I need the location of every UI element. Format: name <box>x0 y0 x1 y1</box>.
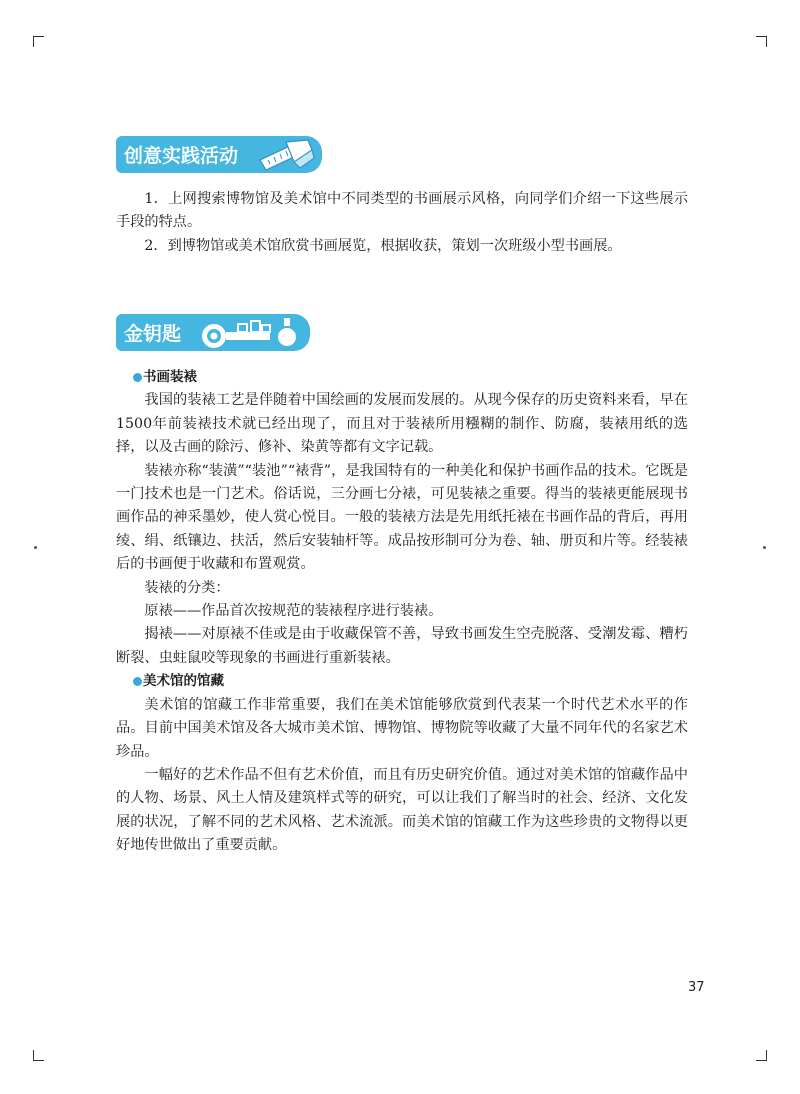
golden-key-banner <box>116 314 310 351</box>
bullet-dot-icon <box>133 373 142 382</box>
paragraph: 装裱的分类： <box>144 579 230 596</box>
section-heading <box>116 670 688 693</box>
registration-dot-right <box>763 546 766 549</box>
ruler-pencil-icon <box>256 138 318 177</box>
crop-mark-top-left <box>33 36 44 47</box>
registration-dot-left <box>34 546 37 549</box>
bullet-dot-icon <box>133 677 142 686</box>
crop-mark-bottom-left <box>33 1050 44 1061</box>
activity-item: 1．上网搜索博物馆及美术馆中不同类型的书画展示风格，向同学们介绍一下这些展示手段的特点。 <box>116 191 688 231</box>
section-heading-text: 书画装裱 <box>143 369 197 385</box>
section-collection <box>116 670 688 857</box>
activity-banner <box>116 136 322 173</box>
section-mounting <box>116 366 688 670</box>
golden-key-title: 金钥匙 <box>124 323 182 345</box>
paragraph: 揭裱——对原裱不佳或是由于收藏保管不善，导致书画发生空壳脱落、受潮发霉、糟朽断裂、虫蛀鼠咬等现象的书画进行重新装裱。 <box>116 626 688 666</box>
paragraph: 我国的装裱工艺是伴随着中国绘画的发展而发展的。从现今保存的历史资料来看，早在1500年前装裱技术就已经出现了，而且对于装裱所用糨糊的制作、防腐，装裱用纸的选择，以及古画的除污、修补、染黄等都有文字记载。 <box>116 392 688 456</box>
golden-key-content <box>116 366 688 858</box>
activity-list <box>116 188 688 258</box>
crop-mark-top-right <box>756 36 767 47</box>
activity-title: 创意实践活动 <box>124 145 239 167</box>
crop-mark-bottom-right <box>756 1050 767 1061</box>
paragraph: 美术馆的馆藏工作非常重要，我们在美术馆能够欣赏到代表某一个时代艺术水平的作品。目前中国美术馆及各大城市美术馆、博物馆、博物院等收藏了大量不同年代的名家艺术珍品。 <box>116 696 688 760</box>
section-heading-text: 美术馆的馆藏 <box>143 673 224 690</box>
activity-item: 2．到博物馆或美术馆欣赏书画展览，根据收获，策划一次班级小型书画展。 <box>144 237 622 254</box>
key-icon <box>196 315 300 356</box>
paragraph: 一幅好的艺术作品不但有艺术价值，而且有历史研究价值。通过对美术馆的馆藏作品中的人物、场景、风土人情及建筑样式等的研究，可以让我们了解当时的社会、经济、文化发展的状况，了解不同的艺术风格、艺术流派。而美术馆的馆藏工作为这些珍贵的文物得以更好地传世做出了重要贡献。 <box>116 766 688 854</box>
paragraph: 原裱——作品首次按规范的装裱程序进行装裱。 <box>144 603 443 620</box>
paragraph: 装裱亦称“装潢”“装池”“裱背”，是我国特有的一种美化和保护书画作品的技术。它既是一门技术也是一门艺术。俗话说，三分画七分裱，可见装裱之重要。得当的装裱更能展现书画作品的神采墨妙，使人赏心悦目。一般的装裱方法是先用纸托裱在书画作品的背后，再用绫、绢、纸镶边、扶活，然后安装轴杆等。成品按形制可分为卷、轴、册页和片等。经装裱后的书画便于收藏和布置观赏。 <box>116 462 688 573</box>
section-heading <box>116 366 688 389</box>
page-number: 37 <box>688 980 705 995</box>
